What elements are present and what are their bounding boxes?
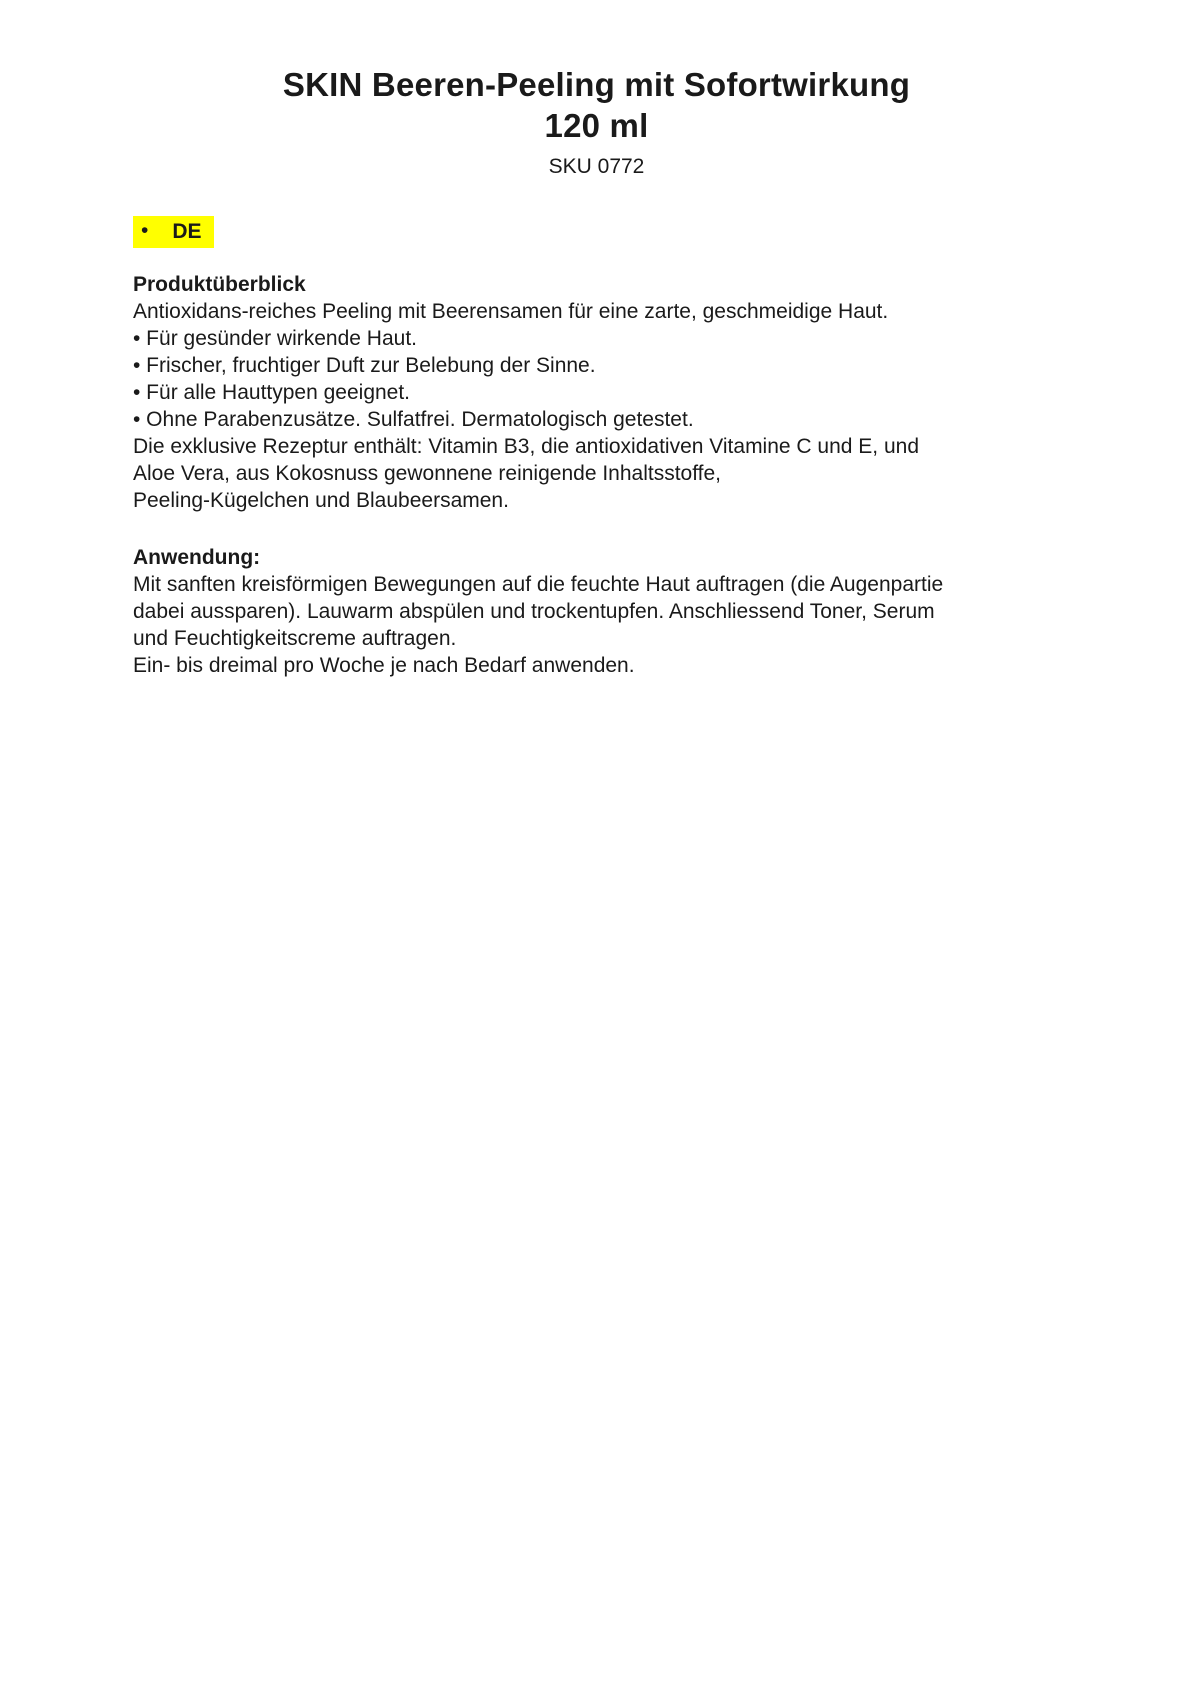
- body-line: Aloe Vera, aus Kokosnuss gewonnene reinigende Inhaltsstoffe,: [133, 462, 722, 485]
- bullet-line: • Für gesünder wirkende Haut.: [133, 327, 417, 350]
- section-product-overview: [133, 271, 1060, 514]
- language-list-item: [133, 216, 1060, 248]
- language-label: DE: [172, 220, 202, 243]
- section-heading-produktueberblick: Produktüberblick: [133, 273, 306, 296]
- section-application: [133, 544, 1060, 679]
- product-title-line2: 120 ml: [544, 107, 649, 144]
- bullet-line: • Ohne Parabenzusätze. Sulfatfrei. Dermatologisch getestet.: [133, 408, 694, 431]
- product-sku: SKU 0772: [548, 155, 645, 178]
- body-line: Mit sanften kreisförmigen Bewegungen auf die feuchte Haut auftragen (die Augenpartie: [133, 573, 944, 596]
- page-title: [133, 64, 1060, 146]
- body-line: Ein- bis dreimal pro Woche je nach Bedarf anwenden.: [133, 654, 635, 677]
- body-line: und Feuchtigkeitscreme auftragen.: [133, 627, 457, 650]
- section-heading-anwendung: Anwendung:: [133, 546, 261, 569]
- body-line: dabei aussparen). Lauwarm abspülen und trockentupfen. Anschliessend Toner, Serum: [133, 600, 935, 623]
- language-highlight: [133, 216, 214, 248]
- bullet-line: • Frischer, fruchtiger Duft zur Belebung der Sinne.: [133, 354, 596, 377]
- body-line: Antioxidans-reiches Peeling mit Beerensamen für eine zarte, geschmeidige Haut.: [133, 300, 889, 323]
- product-title-line1: SKIN Beeren-Peeling mit Sofortwirkung: [282, 66, 911, 103]
- body-line: Peeling-Kügelchen und Blaubeersamen.: [133, 489, 509, 512]
- bullet-line: • Für alle Hauttypen geeignet.: [133, 381, 411, 404]
- document-content: [0, 0, 1190, 679]
- body-line: Die exklusive Rezeptur enthält: Vitamin B3, die antioxidativen Vitamine C und E, und: [133, 435, 920, 458]
- bullet-icon: •: [141, 219, 149, 242]
